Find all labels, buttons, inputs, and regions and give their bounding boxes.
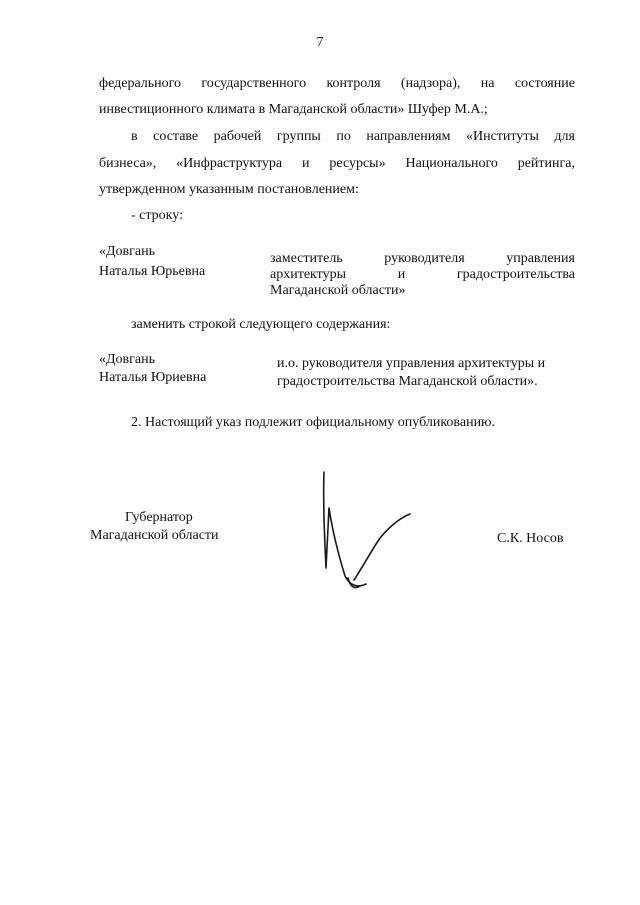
new-entry-name-line2: Наталья Юриевна [99,370,207,385]
word: «Инфраструктура [176,156,283,171]
word: бизнеса», [99,156,157,171]
word: для [554,129,575,144]
para1-line1 [99,74,575,94]
word: градостроительства [456,267,575,282]
old-entry-name-line1: «Довгань [99,244,155,259]
old-entry-position-line3: Магаданской области» [270,283,406,298]
word: рабочей [213,129,262,144]
word: федерального [99,76,182,91]
word: на [480,76,495,91]
para2-line3: утвержденном указанным постановлением: [99,182,359,197]
para2-line2 [99,154,575,174]
word: направлениям [366,129,451,144]
word: заместитель [270,251,343,266]
new-entry-position-line2: градостроительства Магаданской области». [277,374,538,389]
word: состояние [514,76,575,91]
new-entry-name-line1: «Довгань [99,352,155,367]
word: контроля [326,76,381,91]
word: группы [276,129,321,144]
word: в [131,129,138,144]
replace-label: заменить строкой следующего содержания: [131,317,391,332]
governor-title: Губернатор [125,510,193,525]
word: (надзора), [400,76,461,91]
word: «Институты [465,129,539,144]
word: составе [153,129,199,144]
word: архитектуры [270,267,346,282]
governor-region: Магаданской области [90,528,219,543]
item-2: 2. Настоящий указ подлежит официальному опубликованию. [131,415,496,430]
para1-line2: инвестиционного климата в Магаданской области» Шуфер М.А.; [99,102,488,117]
signer-name: С.К. Носов [497,531,564,546]
page-number: 7 [316,35,324,50]
old-entry-name-line2: Наталья Юрьевна [99,264,206,279]
para2-line1 [131,127,575,147]
word: управления [506,251,575,266]
word: по [336,129,351,144]
word: руководителя [384,251,465,266]
word: ресурсы» [329,156,386,171]
row-label: - строку: [131,208,183,223]
new-entry-position-line1: и.о. руководителя управления архитектуры и [277,356,546,371]
word: рейтинга, [517,156,575,171]
word: и [397,267,406,282]
word: государственного [201,76,307,91]
word: и [302,156,310,171]
word: Национального [405,156,498,171]
handwritten-signature [310,468,420,598]
